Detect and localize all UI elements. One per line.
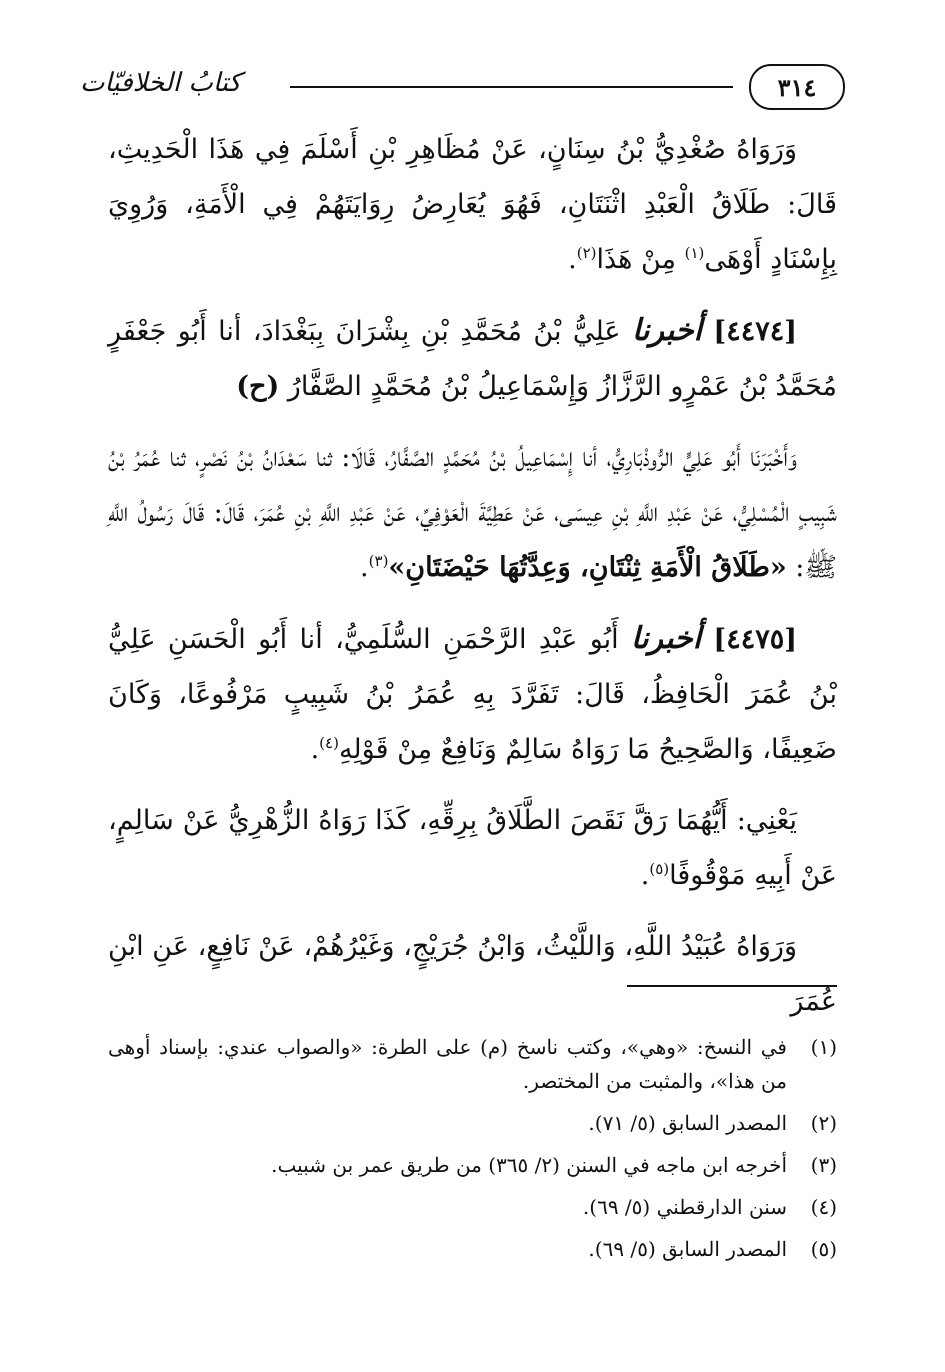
paragraph-1 <box>108 122 837 287</box>
book-title: كتابُ الخلافيّات <box>80 68 242 98</box>
footnote-number: (٢) <box>810 1111 837 1135</box>
footnote-item <box>108 1190 837 1224</box>
hadith-number: [٤٤٧٤] <box>713 316 797 347</box>
footnote-text: أخرجه ابن ماجه في السنن (٢/ ٣٦٥) من طريق عمر بن شبيب. <box>271 1153 787 1177</box>
paragraph-2 <box>108 303 837 414</box>
paragraph-3 <box>108 430 837 595</box>
paragraph-4 <box>108 611 837 777</box>
footnote-ref: (٢) <box>576 244 597 262</box>
page-number-badge: ٣١٤ <box>749 64 845 110</box>
paragraph-end: . <box>568 244 577 275</box>
main-text <box>108 122 837 1045</box>
paragraph-6 <box>108 919 837 1029</box>
footnote-number: (٥) <box>810 1237 837 1261</box>
footnote-number: (١) <box>810 1035 837 1059</box>
paragraph-end: . <box>640 860 650 891</box>
footnotes <box>108 1030 837 1274</box>
footnote-number: (٣) <box>810 1153 837 1177</box>
page-header <box>80 64 845 112</box>
tahwil-symbol: (ح) <box>236 371 280 402</box>
akhbarana-label: أخبرنا <box>631 313 702 348</box>
footnote-ref: (٤) <box>319 734 339 752</box>
footnote-text: في النسخ: «وهي»، وكتب ناسخ (م) على الطرة: «والصواب عندي: بإسناد أوهى من هذا»، والمثبت من المختصر. <box>108 1035 787 1093</box>
paragraph-end: . <box>310 734 320 765</box>
paragraph-text: عَلِيُّ بْنُ مُحَمَّدِ بْنِ بِشْرَانَ بِبَغْدَادَ، أنا أَبُو جَعْفَرٍ مُحَمَّدُ بْنُ عَمْرٍو الرَّزَّازُ وَإِسْمَاعِيلُ بْنُ مُحَمَّدٍ الصَّفَّارُ <box>108 316 837 402</box>
footnote-number: (٤) <box>810 1195 837 1219</box>
footnote-text: المصدر السابق (٥/ ٧١). <box>588 1111 787 1135</box>
paragraph-text: أَبُو عَبْدِ الرَّحْمَنِ السُّلَمِيُّ، أنا أَبُو الْحَسَنِ عَلِيُّ بْنُ عُمَرَ الْحَافِظُ، قَالَ: تَفَرَّدَ بِهِ عُمَرُ بْنُ شَبِيبٍ مَرْفُوعًا، وَكَانَ ضَعِيفًا، وَالصَّحِيحُ مَا رَوَاهُ سَالِمٌ وَنَافِعٌ مِنْ قَوْلِهِ <box>108 624 837 765</box>
paragraph-5 <box>108 793 837 903</box>
hadith-number: [٤٤٧٥] <box>713 624 797 655</box>
footnote-item <box>108 1030 837 1098</box>
footnote-ref: (٥) <box>649 860 670 878</box>
hadith-text: «طَلَاقُ الْأَمَةِ ثِنْتَانِ، وَعِدَّتُهَا حَيْضَتَانِ» <box>388 552 787 583</box>
paragraph-text: وَأَخْبَرَنَا أَبُو عَلِيٍّ الرُّوذْبَارِيُّ، أنا إِسْمَاعِيلُ بْنُ مُحَمَّدٍ الصَّفَّارُ، قَالَا: ثنا سَعْدَانُ بْنُ نَصْرٍ، ثنا عُمَرُ بْنُ شَبِيبٍ الْمُسْلِيُّ، عَنْ عَبْدِ اللَّهِ بْنِ عِيسَى، عَنْ عَطِيَّةَ الْعَوْفِيِّ، عَنْ عَبْدِ اللَّهِ بْنِ عُمَرَ، قَالَ: قَالَ رَسُولُ اللَّهِ ﷺ: <box>108 442 837 583</box>
footnote-item <box>108 1232 837 1266</box>
paragraph-text: وَرَوَاهُ صُغْدِيُّ بْنُ سِنَانٍ، عَنْ مُظَاهِرِ بْنِ أَسْلَمَ فِي هَذَا الْحَدِيثِ، قَالَ: طَلَاقُ الْعَبْدِ اثْنَتَانِ، فَهُوَ يُعَارِضُ رِوَايَتَهُمْ فِي الْأَمَةِ، وَرُوِيَ بِإِسْنَادٍ أَوْهَى <box>108 134 837 275</box>
footnote-separator <box>627 985 837 987</box>
footnote-ref: (١) <box>684 244 705 262</box>
paragraph-end: . <box>360 552 369 583</box>
header-rule <box>290 86 733 88</box>
footnote-text: سنن الدارقطني (٥/ ٦٩). <box>582 1195 787 1219</box>
akhbarana-label: أخبرنا <box>631 621 702 656</box>
footnote-item <box>108 1106 837 1140</box>
paragraph-text: يَعْنِي: أَيُّهُمَا رَقَّ نَقَصَ الطَّلَاقُ بِرِقِّهِ، كَذَا رَوَاهُ الزُّهْرِيُّ عَنْ سَالِمٍ، عَنْ أَبِيهِ مَوْقُوفًا <box>108 805 837 891</box>
paragraph-text: وَرَوَاهُ عُبَيْدُ اللَّهِ، وَاللَّيْثُ، وَابْنُ جُرَيْجٍ، وَغَيْرُهُمْ، عَنْ نَافِعٍ، عَنِ ابْنِ عُمَرَ <box>108 931 837 1017</box>
paragraph-text: مِنْ هَذَا <box>596 244 685 275</box>
footnote-item <box>108 1148 837 1182</box>
footnote-ref: (٣) <box>368 552 389 570</box>
footnote-text: المصدر السابق (٥/ ٦٩). <box>588 1237 787 1261</box>
